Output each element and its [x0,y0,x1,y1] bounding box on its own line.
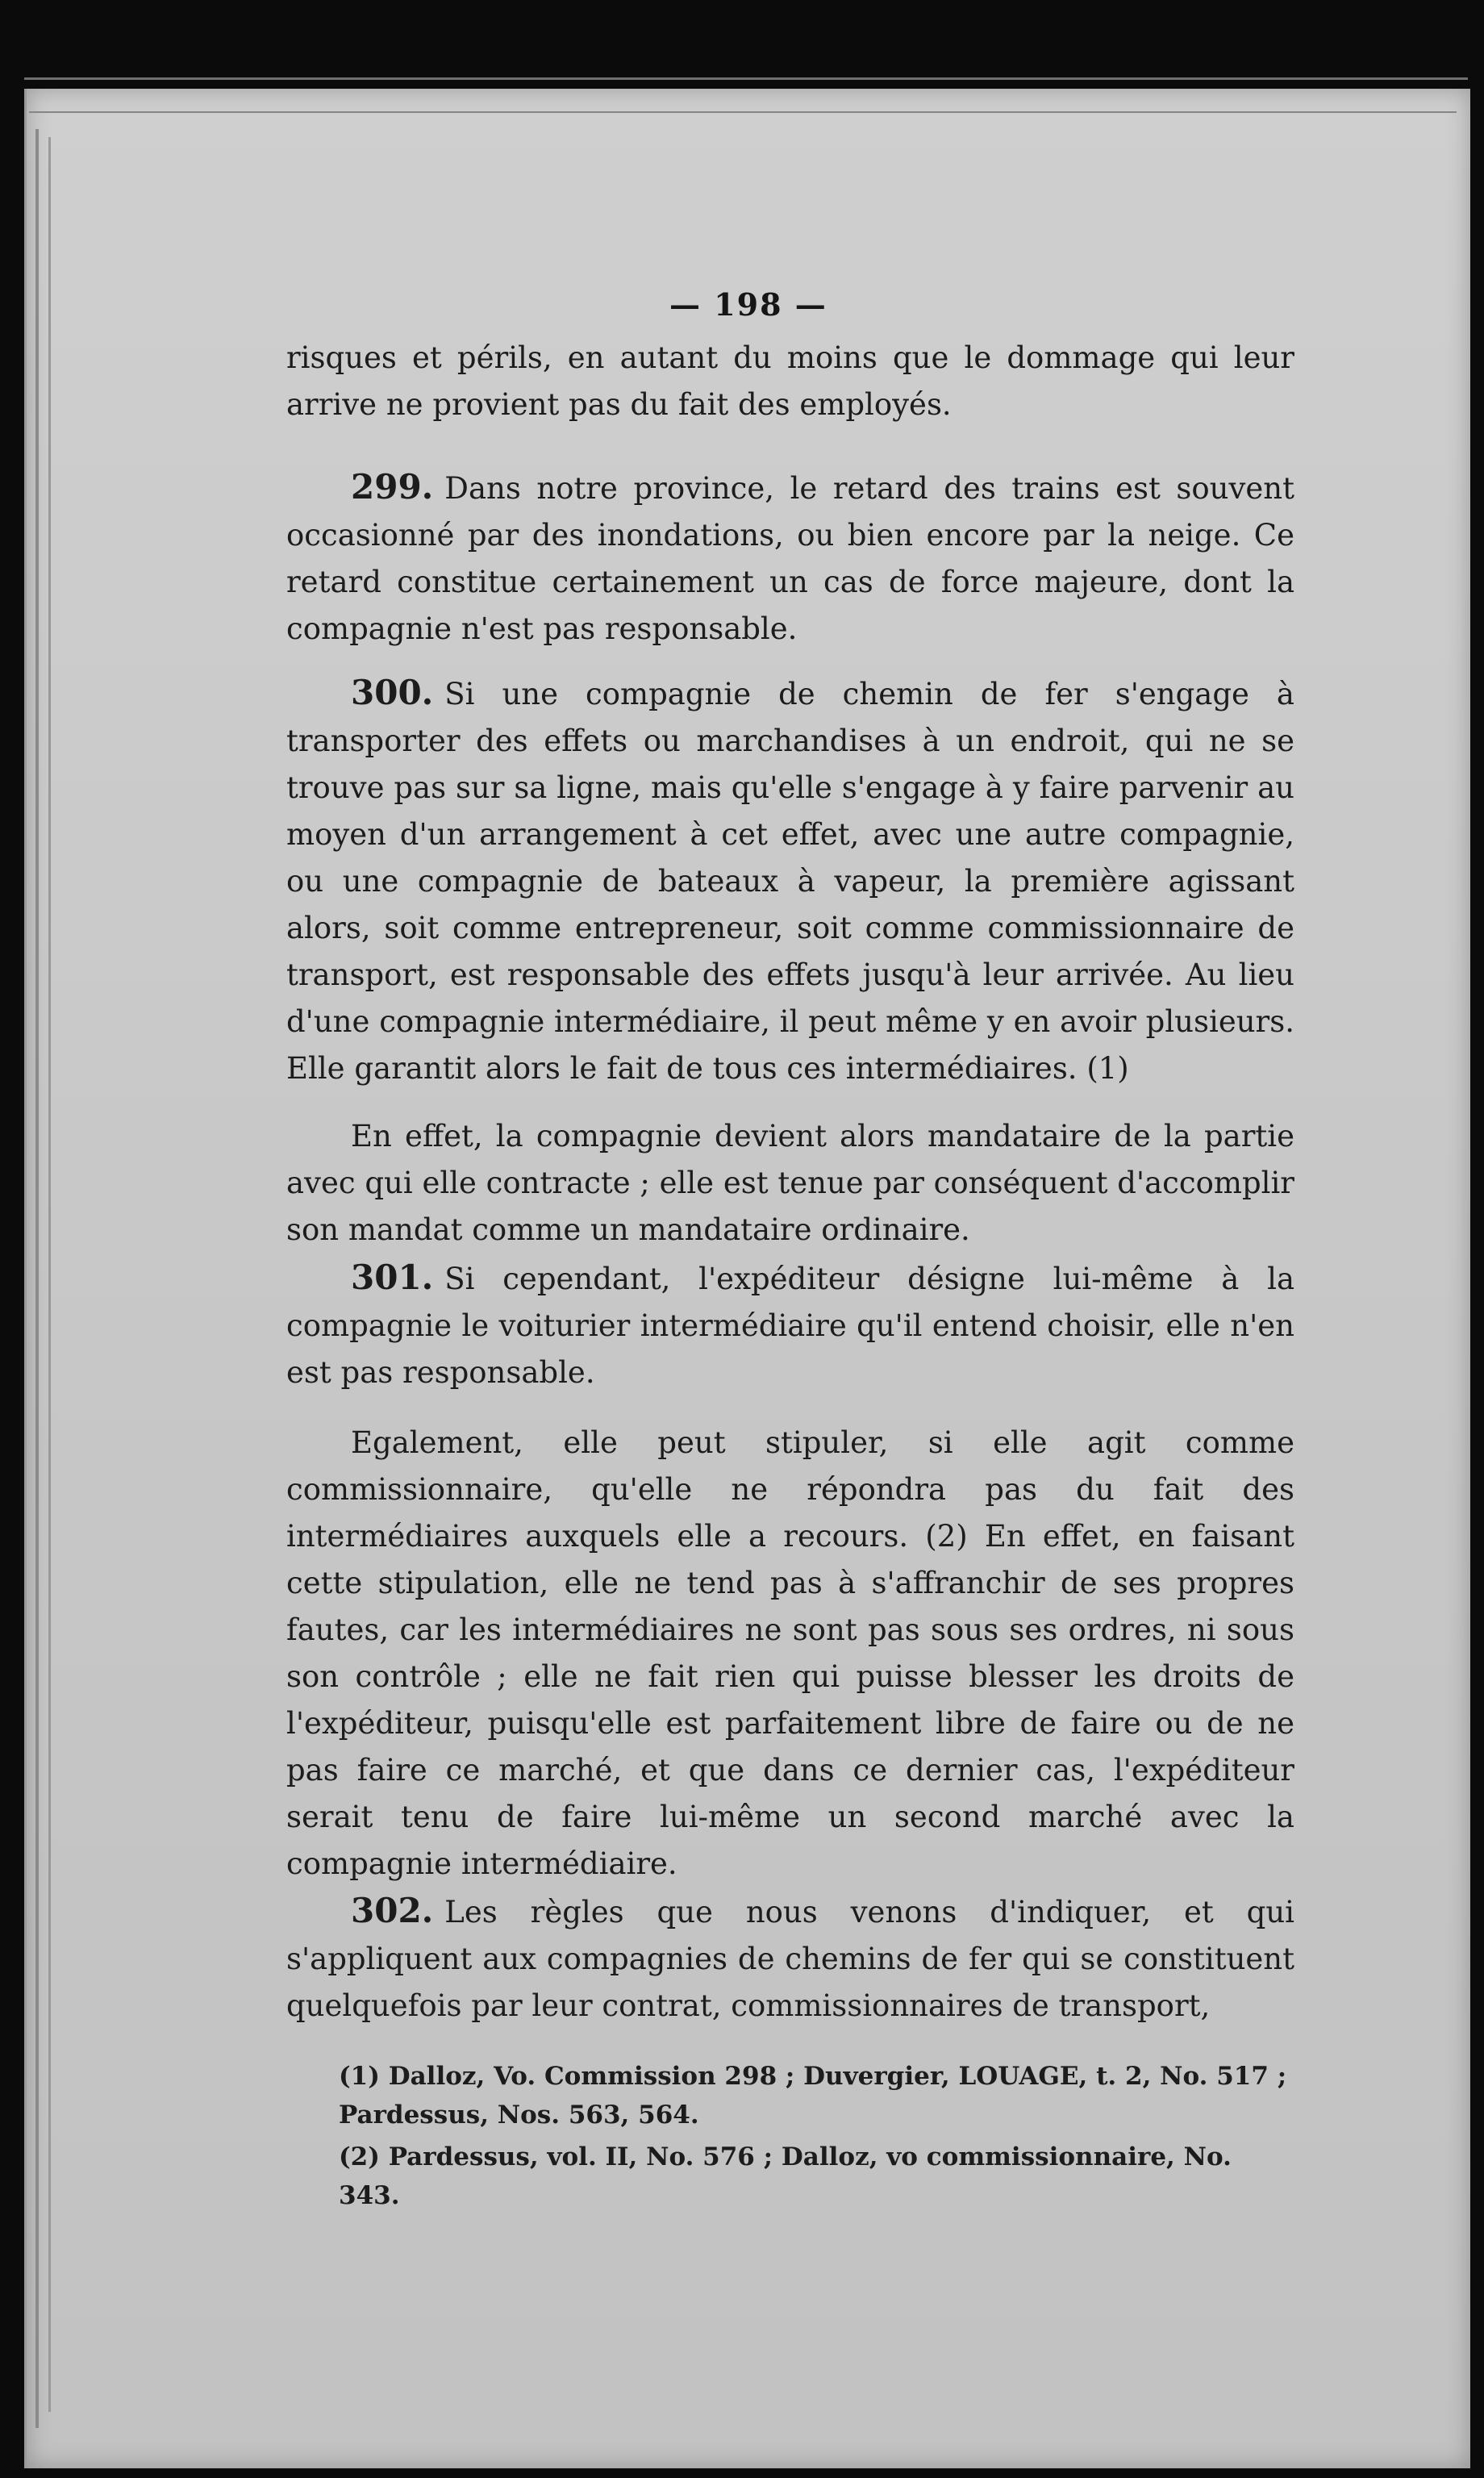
paragraph-300 [286,670,1294,1092]
paragraph-continuation [286,335,1294,428]
paragraph-301-continued [286,1420,1294,1888]
page-edge-top [24,77,1468,80]
paragraph-number: 299. [351,467,434,507]
page-edge-inner [29,111,1457,113]
paragraph-300-continued [286,1113,1294,1254]
paragraph-number: 301. [351,1258,434,1297]
page-edge-left [35,129,39,2428]
page-number: — 198 — [669,286,827,323]
paragraph-299 [286,464,1294,653]
page-edge-left-inner [48,137,51,2412]
footnote-1: (1) Dalloz, Vo. Commission 298 ; Duvergier, LOUAGE, t. 2, No. 517 ; Pardessus, Nos. 563, 564. [339,2062,1287,2130]
paragraph-301 [286,1254,1294,1396]
paragraph-text: En effet, la compagnie devient alors mandataire de la partie avec qui elle contracte ; elle est tenue par conséquent d'accomplir son mandat comme un mandataire ordinaire. [286,1119,1294,1247]
paragraph-number: 302. [351,1891,434,1930]
footnote-2: (2) Pardessus, vol. II, No. 576 ; Dalloz, vo commissionnaire, No. 343. [339,2142,1232,2210]
paragraph-text: Si cependant, l'expéditeur désigne lui-même à la compagnie le voiturier intermédiaire qu'il entend choisir, elle n'en est pas responsable. [286,1262,1294,1390]
paragraph-text: Si une compagnie de chemin de fer s'engage à transporter des effets ou marchandises à un endroit, qui ne se trouve pas sur sa ligne, mais qu'elle s'engage à y faire parvenir au moyen d'un arrangement à cet effet, avec une autre compagnie, ou une compagnie de bateaux à vapeur, la première agissant alors, soit comme entrepreneur, soit comme commissionnaire de transport, est responsable des effets jusqu'à leur arrivée. Au lieu d'une compagnie intermédiaire, il peut même y en avoir plusieurs. Elle garantit alors le fait de tous ces intermédiaires. (1) [286,677,1294,1086]
paragraph-number: 300. [351,673,434,712]
paragraph-302 [286,1888,1294,2030]
paragraph-text: Les règles que nous venons d'indiquer, et qui s'appliquent aux compagnies de chemins de fer qui se constituent quelquefois par leur contrat, commissionnaires de transport, [286,1895,1294,2023]
paragraph-text: risques et périls, en autant du moins que le dommage qui leur arrive ne provient pas du fait des employés. [286,340,1294,422]
paragraph-text: Egalement, elle peut stipuler, si elle agit comme commissionnaire, qu'elle ne répondra pas du fait des intermédiaires auxquels elle a recours. (2) En effet, en faisant cette stipulation, elle ne tend pas à s'affranchir de ses propres fautes, car les intermédiaires ne sont pas sous ses ordres, ni sous son contrôle ; elle ne fait rien qui puisse blesser les droits de l'expéditeur, puisqu'elle est parfaitement libre de faire ou de ne pas faire ce marché, et que dans ce dernier cas, l'expéditeur serait tenu de faire lui-même un second marché avec la compagnie intermédiaire. [286,1425,1294,1881]
paragraph-text: Dans notre province, le retard des trains est souvent occasionné par des inondations, ou bien encore par la neige. Ce retard constitue certainement un cas de force majeure, dont la compagnie n'est pas responsable. [286,471,1294,646]
